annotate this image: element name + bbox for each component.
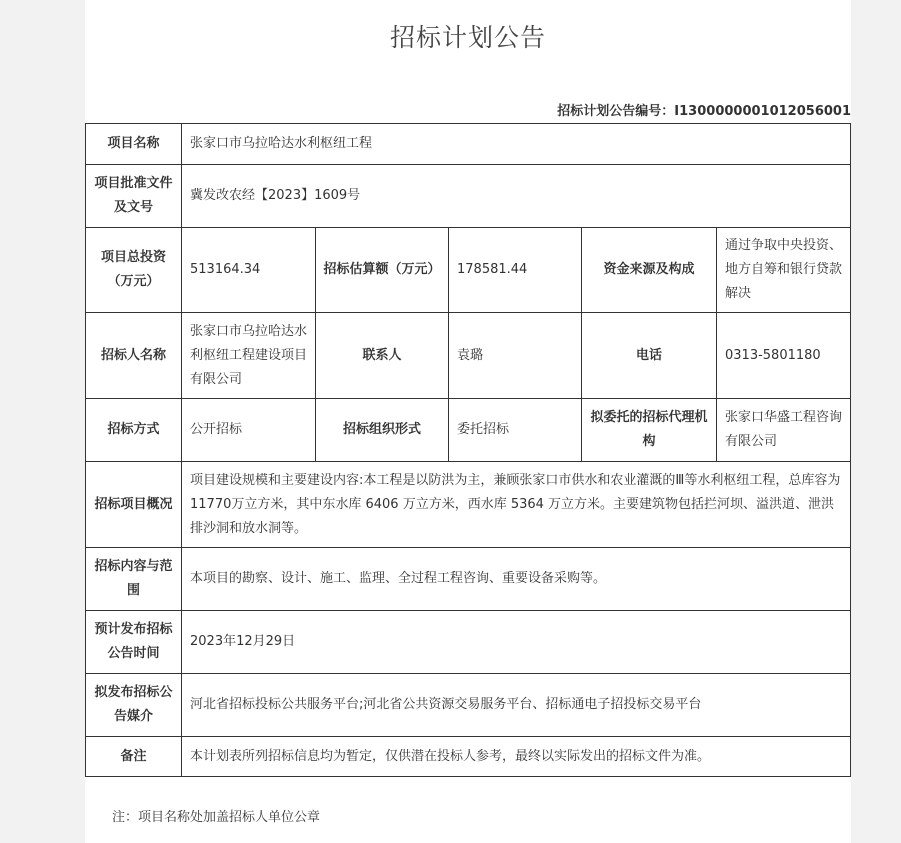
plan-table bbox=[85, 123, 851, 777]
project-name-label: 项目名称 bbox=[86, 124, 182, 165]
tenderer-value: 张家口市乌拉哈达水利枢纽工程建设项目有限公司 bbox=[182, 313, 316, 399]
phone-label: 电话 bbox=[582, 313, 717, 399]
investment-label: 项目总投资（万元） bbox=[86, 228, 182, 313]
tenderer-label: 招标人名称 bbox=[86, 313, 182, 399]
row-media bbox=[86, 674, 851, 737]
estimate-label: 招标估算额（万元） bbox=[316, 228, 449, 313]
footnote: 注：项目名称处加盖招标人单位公章 bbox=[112, 810, 321, 825]
row-tenderer bbox=[86, 313, 851, 399]
contact-value: 袁璐 bbox=[449, 313, 582, 399]
method-label: 招标方式 bbox=[86, 399, 182, 462]
contact-label: 联系人 bbox=[316, 313, 449, 399]
media-value: 河北省招标投标公共服务平台;河北省公共资源交易服务平台、招标通电子招投标交易平台 bbox=[182, 674, 851, 737]
org-form-value: 委托招标 bbox=[449, 399, 582, 462]
investment-value: 513164.34 bbox=[182, 228, 316, 313]
row-project-name bbox=[86, 124, 851, 165]
approval-doc-label: 项目批准文件及文号 bbox=[86, 165, 182, 228]
row-overview bbox=[86, 462, 851, 548]
row-method bbox=[86, 399, 851, 462]
funding-label: 资金来源及构成 bbox=[582, 228, 717, 313]
method-value: 公开招标 bbox=[182, 399, 316, 462]
publish-time-value: 2023年12月29日 bbox=[182, 611, 851, 674]
org-form-label: 招标组织形式 bbox=[316, 399, 449, 462]
plan-code: 招标计划公告编号：I1300000001012056001 bbox=[557, 104, 851, 119]
remark-label: 备注 bbox=[86, 737, 182, 777]
row-investment bbox=[86, 228, 851, 313]
overview-label: 招标项目概况 bbox=[86, 462, 182, 548]
remark-value: 本计划表所列招标信息均为暂定，仅供潜在投标人参考，最终以实际发出的招标文件为准。 bbox=[182, 737, 851, 777]
publish-time-label: 预计发布招标公告时间 bbox=[86, 611, 182, 674]
announcement-page bbox=[85, 0, 851, 843]
estimate-value: 178581.44 bbox=[449, 228, 582, 313]
overview-value: 项目建设规模和主要建设内容:本工程是以防洪为主，兼顾张家口市供水和农业灌溉的Ⅲ等水利枢纽工程，总库容为11770万立方米，其中东水库 6406 万立方米，西水库 5364 万立方米。主要建筑物包括拦河坝、溢洪道、泄洪排沙洞和放水洞等。 bbox=[182, 462, 851, 548]
media-label: 拟发布招标公告媒介 bbox=[86, 674, 182, 737]
row-approval-doc bbox=[86, 165, 851, 228]
scope-label: 招标内容与范围 bbox=[86, 548, 182, 611]
agent-label: 拟委托的招标代理机构 bbox=[582, 399, 717, 462]
row-scope bbox=[86, 548, 851, 611]
funding-value: 通过争取中央投资、地方自筹和银行贷款解决 bbox=[717, 228, 851, 313]
phone-value: 0313-5801180 bbox=[717, 313, 851, 399]
project-name-value: 张家口市乌拉哈达水利枢纽工程 bbox=[182, 124, 851, 165]
approval-doc-value: 冀发改农经【2023】1609号 bbox=[182, 165, 851, 228]
row-remark bbox=[86, 737, 851, 777]
agent-value: 张家口华盛工程咨询有限公司 bbox=[717, 399, 851, 462]
page-title: 招标计划公告 bbox=[389, 23, 546, 52]
scope-value: 本项目的勘察、设计、施工、监理、全过程工程咨询、重要设备采购等。 bbox=[182, 548, 851, 611]
row-publish-time bbox=[86, 611, 851, 674]
